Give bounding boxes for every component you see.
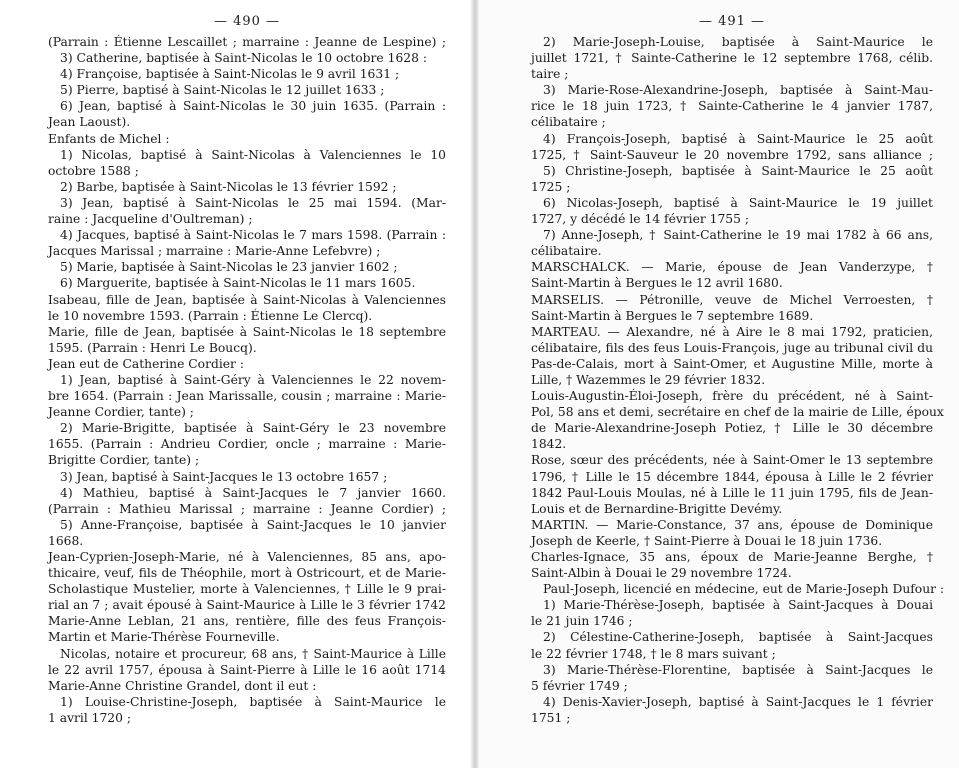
text-line: Nicolas, notaire et procureur, 68 ans, † Saint-Maurice à Lille [60, 646, 446, 661]
text-line: taire ; [531, 67, 569, 82]
text-line: 6) Marguerite, baptisée à Saint-Nicolas le 11 mars 1605. [60, 276, 416, 291]
text-line: 5) Anne-Françoise, baptisée à Saint-Jacques le 10 janvier [60, 517, 446, 532]
text-line: MARSELIS. — Pétronille, veuve de Michel Verroesten, † [531, 292, 933, 307]
text-line: Jeanne Cordier, tante) ; [48, 405, 194, 420]
text-line: le 22 février 1748, † le 8 mars suivant ; [531, 646, 776, 661]
text-line: 1) Marie-Thérèse-Joseph, baptisée à Saint-Jacques à Douai [543, 598, 933, 613]
text-line: 1842 Paul-Louis Moulas, né à Lille le 11 juin 1795, fils de Jean- [531, 485, 933, 500]
text-line: Charles-Ignace, 35 ans, époux de Marie-Jeanne Berghe, † [531, 550, 933, 564]
text-line: 7) Anne-Joseph, † Saint-Catherine le 19 mai 1782 à 66 ans, [543, 228, 933, 243]
text-line: célibataire ; [531, 115, 606, 130]
text-line: 1595. (Parrain : Henri Le Boucq). [48, 340, 257, 355]
text-line: 1) Louise-Christine-Joseph, baptisée à Saint-Maurice le [60, 694, 446, 709]
text-line: célibataire. [531, 244, 602, 259]
text-line: Louis-Augustin-Éloi-Joseph, frère du précédent, né à Saint- [531, 389, 933, 404]
text-line: 2) Marie-Brigitte, baptisée à Saint-Géry le 23 novembre [60, 421, 446, 436]
text-line: Pol, 58 ans et demi, secrétaire en chef de la mairie de Lille, époux [531, 405, 944, 420]
book-gutter [470, 0, 479, 768]
text-line: 1796, † Lille le 15 décembre 1844, épousa à Lille le 2 février [531, 469, 933, 484]
page-number: — 491 — [698, 14, 766, 29]
text-line: juillet 1721, † Sainte-Catherine le 12 septembre 1768, célib. [531, 51, 933, 66]
text-line: Jean-Cyprien-Joseph-Marie, né à Valenciennes, 85 ans, apo- [48, 550, 446, 564]
text-line: 1668. [48, 533, 84, 548]
text-line: 1) Nicolas, baptisé à Saint-Nicolas à Valenciennes le 10 [60, 147, 446, 162]
text-line: Jacques Marissal ; marraine : Marie-Anne Lefebvre) ; [48, 244, 381, 259]
right-page [479, 0, 959, 768]
text-line: 5 février 1749 ; [531, 678, 628, 693]
text-line: 1751 ; [531, 710, 571, 725]
text-line: Lille, † Wazemmes le 29 février 1832. [531, 372, 766, 387]
text-line: Isabeau, fille de Jean, baptisée à Saint-Nicolas à Valenciennes [48, 292, 446, 307]
text-line: (Parrain : Étienne Lescaillet ; marraine : Jeanne de Lespine) ; [48, 35, 446, 49]
text-line: le 21 juin 1746 ; [531, 614, 633, 629]
text-line: 4) Mathieu, baptisé à Saint-Jacques le 7 janvier 1660. [60, 485, 446, 500]
text-line: rice le 18 juin 1723, † Sainte-Catherine le 4 janvier 1787, [531, 99, 933, 114]
text-line: 1842. [531, 437, 567, 452]
text-line: 6) Jean, baptisé à Saint-Nicolas le 30 juin 1635. (Parrain : [60, 99, 446, 114]
text-line: Martin et Marie-Thérèse Fourneville. [48, 630, 280, 645]
text-line: 6) Nicolas-Joseph, baptisé à Saint-Maurice le 19 juillet [543, 195, 933, 210]
text-line: Brigitte Cordier, tante) ; [48, 453, 200, 468]
text-line: 1725 ; [531, 179, 571, 194]
text-line: 1725, † Saint-Sauveur le 20 novembre 1792, sans alliance ; [531, 147, 933, 162]
text-line: 1) Jean, baptisé à Saint-Géry à Valenciennes le 22 novem- [60, 372, 446, 387]
text-line: le 22 avril 1757, épousa à Saint-Pierre à Lille le 16 août 1714 [48, 662, 446, 677]
text-line: raine : Jacqueline d'Oultreman) ; [48, 212, 253, 227]
text-line: Jean Laoust). [48, 115, 131, 130]
text-line: de Marie-Alexandrine-Joseph Potiez, † Lille le 30 décembre [531, 421, 933, 436]
text-line: 4) Jacques, baptisé à Saint-Nicolas le 7 mars 1598. (Parrain : [60, 228, 446, 243]
text-line: bre 1654. (Parrain : Jean Marissalle, cousin ; marraine : Marie- [48, 389, 446, 404]
text-line: octobre 1588 ; [48, 163, 139, 178]
text-line: 4) Françoise, baptisée à Saint-Nicolas le 9 avril 1631 ; [60, 67, 400, 82]
text-line: 1655. (Parrain : Andrieu Cordier, oncle ; marraine : Marie- [48, 437, 446, 452]
text-line: Enfants de Michel : [48, 131, 170, 146]
text-line: Marie-Anne Leblan, 21 ans, rentière, fille des feus François- [48, 614, 446, 629]
text-line: 3) Jean, baptisé à Saint-Jacques le 13 octobre 1657 ; [60, 469, 388, 484]
text-line: 5) Marie, baptisée à Saint-Nicolas le 23 janvier 1602 ; [60, 260, 398, 275]
text-line: Marie-Anne Christine Grandel, dont il eut : [48, 678, 317, 693]
text-line: 3) Catherine, baptisée à Saint-Nicolas le 10 octobre 1628 : [60, 51, 427, 66]
text-line: MARTIN. — Marie-Constance, 37 ans, épouse de Dominique [531, 517, 933, 532]
text-line: Paul-Joseph, licencié en médecine, eut de Marie-Joseph Dufour : [543, 582, 945, 597]
text-line: 2) Barbe, baptisée à Saint-Nicolas le 13 février 1592 ; [60, 179, 397, 194]
page-number: — 490 — [213, 14, 281, 29]
text-line: Rose, sœur des précédents, née à Saint-Omer le 13 septembre [531, 453, 933, 468]
text-line: 5) Pierre, baptisé à Saint-Nicolas le 12 juillet 1633 ; [60, 83, 385, 98]
text-line: Jean eut de Catherine Cordier : [48, 356, 244, 371]
text-line: thicaire, veuf, fils de Théophile, mort à Ostricourt, et de Marie- [48, 566, 446, 581]
text-line: rial an 7 ; avait épousé à Saint-Maurice à Lille le 3 février 1742 [48, 598, 446, 613]
left-page [0, 0, 470, 768]
text-line: Pas-de-Calais, mort à Saint-Omer, et Augustine Mille, morte à [531, 356, 933, 371]
text-line: 4) Denis-Xavier-Joseph, baptisé à Saint-Jacques le 1 février [543, 694, 933, 709]
text-line: 1727, y décédé le 14 février 1755 ; [531, 212, 750, 227]
text-line: 5) Christine-Joseph, baptisée à Saint-Maurice le 25 août [543, 163, 933, 178]
text-line: Saint-Martin à Bergues le 12 avril 1680. [531, 276, 783, 291]
text-line: 1 avril 1720 ; [48, 710, 132, 725]
text-line: 2) Célestine-Catherine-Joseph, baptisée à Saint-Jacques [543, 630, 933, 645]
text-line: Marie, fille de Jean, baptisée à Saint-Nicolas le 18 septembre [48, 324, 446, 339]
text-line: célibataire, fils des feus Louis-François, juge au tribunal civil du [531, 340, 933, 355]
text-line: 3) Marie-Rose-Alexandrine-Joseph, baptisée à Saint-Mau- [543, 83, 933, 98]
text-line: Saint-Albin à Douai le 29 novembre 1724. [531, 566, 792, 581]
text-line: Saint-Martin à Bergues le 7 septembre 1689. [531, 308, 814, 323]
text-line: Louis et de Bernardine-Brigitte Devémy. [531, 501, 783, 516]
text-line: MARTEAU. — Alexandre, né à Aire le 8 mai 1792, praticien, [531, 324, 933, 339]
text-line: 2) Marie-Joseph-Louise, baptisée à Saint-Maurice le [543, 35, 933, 49]
text-line: 3) Marie-Thérèse-Florentine, baptisée à Saint-Jacques le [543, 662, 933, 677]
text-line: (Parrain : Mathieu Marissal ; marraine : Jeanne Cordier) ; [48, 501, 446, 516]
text-line: MARSCHALCK. — Marie, épouse de Jean Vanderzype, † [531, 260, 933, 275]
text-line: Joseph de Keerle, † Saint-Pierre à Douai le 18 juin 1736. [531, 533, 883, 548]
text-line: 3) Jean, baptisé à Saint-Nicolas le 25 mai 1594. (Mar- [60, 195, 446, 210]
text-line: Scholastique Mustelier, morte à Valenciennes, † Lille le 9 prai- [48, 582, 446, 597]
text-line: 4) François-Joseph, baptisé à Saint-Maurice le 25 août [543, 131, 933, 146]
text-line: le 10 novembre 1593. (Parrain : Étienne Le Clercq). [48, 308, 373, 323]
